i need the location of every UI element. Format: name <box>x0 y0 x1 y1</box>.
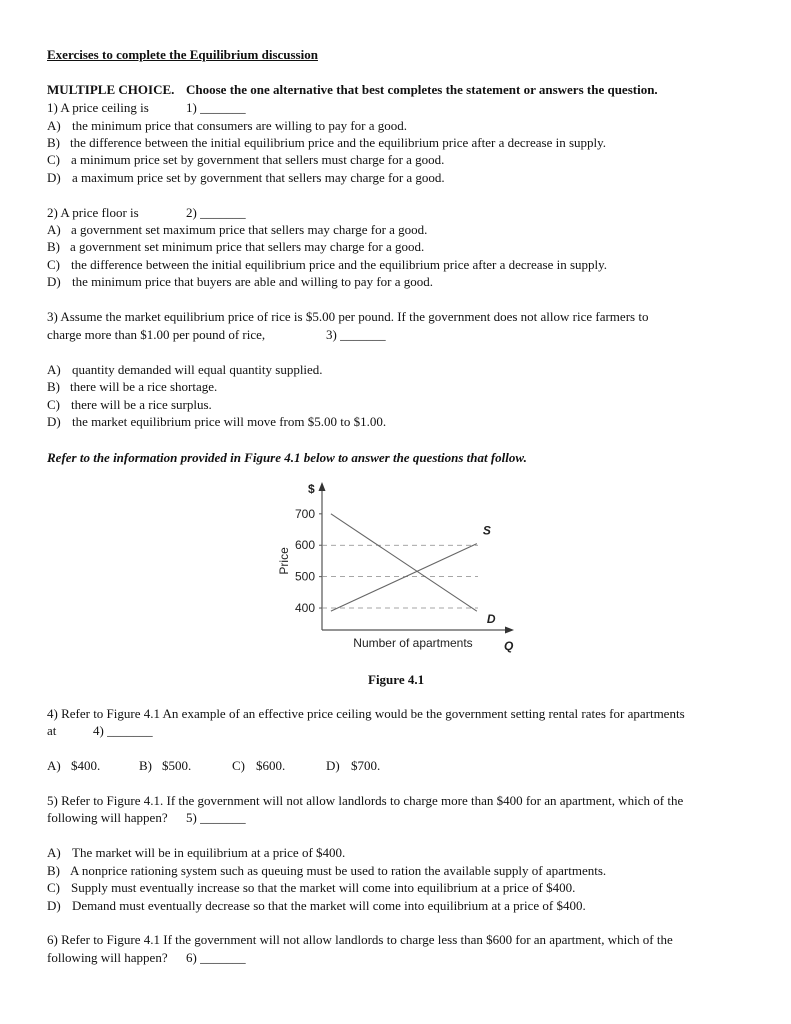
question-3-blank: 3) _______ <box>326 327 386 342</box>
option-letter: A) <box>47 222 61 237</box>
y-unit-label: $ <box>308 482 315 496</box>
option-text: $600. <box>256 758 286 773</box>
y-tick-label: 400 <box>294 601 315 616</box>
question-5-blank: 5) _______ <box>186 810 246 825</box>
option-text: $400. <box>71 758 101 773</box>
option-letter: C) <box>47 397 60 412</box>
x-axis-label: Number of apartments <box>353 636 473 650</box>
question-6-stem-line1: 6) Refer to Figure 4.1 If the government will not allow landlords to charge less than $600 for an apartment, which of the <box>47 932 673 947</box>
question-6-blank: 6) _______ <box>186 950 246 965</box>
option-letter: D) <box>47 414 61 429</box>
y-tick-label: 600 <box>294 538 315 553</box>
option-letter: B) <box>47 135 60 150</box>
demand-curve <box>331 514 477 611</box>
option-text: the difference between the initial equilibrium price and the equilibrium price after a decrease in supply. <box>71 257 608 272</box>
y-tick-label: 700 <box>294 506 315 521</box>
question-5-stem-line2: following will happen? <box>47 810 168 825</box>
question-2-blank: 2) _______ <box>186 205 246 220</box>
option-text: a government set minimum price that sellers may charge for a good. <box>70 239 425 254</box>
x-axis-arrow <box>505 627 514 634</box>
option-letter: B) <box>139 758 152 773</box>
question-1-stem: 1) A price ceiling is <box>47 100 149 115</box>
option-text: quantity demanded will equal quantity supplied. <box>72 362 323 377</box>
y-tick-label: 500 <box>294 569 315 584</box>
y-axis-label: Price <box>277 547 291 575</box>
option-text: $500. <box>162 758 192 773</box>
option-letter: A) <box>47 362 61 377</box>
question-3-stem-line2: charge more than $1.00 per pound of rice, <box>47 327 266 342</box>
option-letter: A) <box>47 118 61 133</box>
instructions-text: Choose the one alternative that best completes the statement or answers the question. <box>186 82 658 97</box>
option-text: the difference between the initial equilibrium price and the equilibrium price after a decrease in supply. <box>70 135 607 150</box>
question-1-blank: 1) _______ <box>186 100 246 115</box>
question-4-blank: 4) _______ <box>93 723 153 738</box>
figure-caption: Figure 4.1 <box>368 672 425 687</box>
question-2-stem: 2) A price floor is <box>47 205 139 220</box>
option-letter: B) <box>47 379 60 394</box>
option-letter: C) <box>47 152 60 167</box>
option-text: there will be a rice shortage. <box>70 379 218 394</box>
question-6-stem-line2: following will happen? <box>47 950 168 965</box>
option-text: there will be a rice surplus. <box>71 397 212 412</box>
option-text: A nonprice rationing system such as queuing must be used to ration the available supply of apartments. <box>70 863 607 878</box>
figure-4-1-chart <box>0 475 791 675</box>
option-letter: D) <box>47 170 61 185</box>
refer-instruction: Refer to the information provided in Figure 4.1 below to answer the questions that follow. <box>47 450 527 465</box>
option-text: The market will be in equilibrium at a price of $400. <box>72 845 346 860</box>
option-letter: C) <box>47 257 60 272</box>
option-letter: B) <box>47 863 60 878</box>
option-letter: C) <box>47 880 60 895</box>
demand-label: D <box>486 612 496 627</box>
page-title: Exercises to complete the Equilibrium discussion <box>47 47 318 62</box>
option-text: $700. <box>351 758 381 773</box>
option-text: a maximum price set by government that sellers may charge for a good. <box>72 170 445 185</box>
option-letter: A) <box>47 758 61 773</box>
y-axis-arrow <box>319 482 326 491</box>
option-text: Supply must eventually increase so that the market will come into equilibrium at a price of $400. <box>71 880 576 895</box>
question-4-stem-line2: at <box>47 723 57 738</box>
option-text: a minimum price set by government that sellers must charge for a good. <box>71 152 445 167</box>
question-4-stem-line1: 4) Refer to Figure 4.1 An example of an effective price ceiling would be the government setting rental rates for apartments <box>47 706 685 721</box>
option-letter: D) <box>326 758 340 773</box>
question-5-stem-line1: 5) Refer to Figure 4.1. If the government will not allow landlords to charge more than $400 for an apartment, which of the <box>47 793 684 808</box>
option-text: the minimum price that consumers are willing to pay for a good. <box>72 118 408 133</box>
option-text: a government set maximum price that sellers may charge for a good. <box>71 222 428 237</box>
supply-curve <box>331 544 477 612</box>
option-letter: D) <box>47 898 61 913</box>
question-3-stem-line1: 3) Assume the market equilibrium price of rice is $5.00 per pound. If the government does not allow rice farmers to <box>47 309 649 324</box>
option-letter: C) <box>232 758 245 773</box>
x-axis-letter: Q <box>504 639 514 653</box>
option-letter: A) <box>47 845 61 860</box>
option-text: the market equilibrium price will move from $5.00 to $1.00. <box>72 414 387 429</box>
option-text: Demand must eventually decrease so that the market will come into equilibrium at a price of $400. <box>72 898 586 913</box>
option-text: the minimum price that buyers are able and willing to pay for a good. <box>72 274 434 289</box>
option-letter: D) <box>47 274 61 289</box>
supply-label: S <box>482 523 491 538</box>
instructions-heading: MULTIPLE CHOICE. <box>47 82 175 97</box>
option-letter: B) <box>47 239 60 254</box>
